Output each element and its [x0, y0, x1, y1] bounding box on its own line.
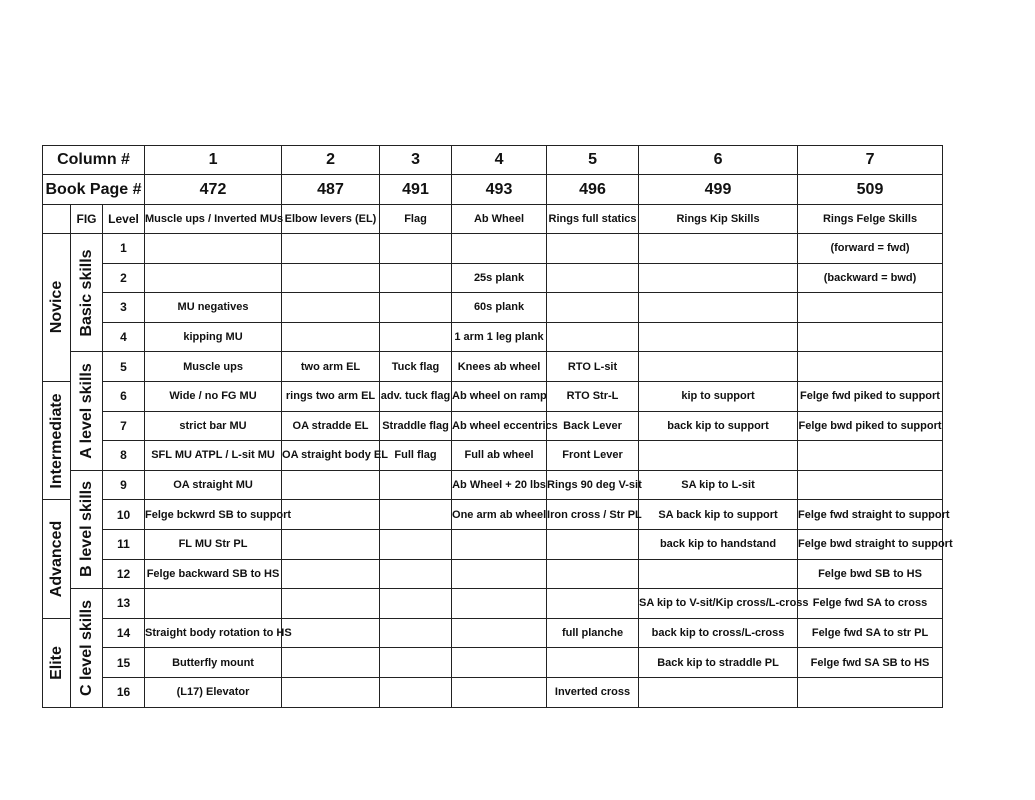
skill-cell — [547, 648, 639, 678]
skill-band-label: B level skills — [77, 481, 95, 578]
skill-cell: Ab wheel on ramp — [452, 381, 547, 411]
skill-band-b_level — [71, 470, 103, 588]
difficulty-band-advanced — [43, 500, 71, 618]
difficulty-band-elite — [43, 618, 71, 707]
skill-cell: Felge bckwrd SB to support — [145, 500, 282, 530]
column-number: 7 — [798, 146, 943, 175]
category-label: Rings Felge Skills — [798, 205, 943, 234]
skill-cell — [452, 234, 547, 264]
skill-cell — [639, 322, 798, 352]
skill-cell: two arm EL — [282, 352, 380, 382]
skill-band-c_level — [71, 589, 103, 707]
skill-cell: Muscle ups — [145, 352, 282, 382]
difficulty-band-novice — [43, 234, 71, 382]
skill-cell — [282, 529, 380, 559]
skill-cell: Full ab wheel — [452, 441, 547, 471]
skill-cell: 25s plank — [452, 263, 547, 293]
skill-cell: Felge bwd straight to support — [798, 529, 943, 559]
skill-cell — [639, 441, 798, 471]
level-number: 8 — [103, 441, 145, 471]
skill-cell — [380, 500, 452, 530]
skill-cell: Tuck flag — [380, 352, 452, 382]
skill-cell: Back Lever — [547, 411, 639, 441]
skill-cell: Inverted cross — [547, 677, 639, 707]
table-row — [43, 322, 943, 352]
column-number: 4 — [452, 146, 547, 175]
skill-cell: Back kip to straddle PL — [639, 648, 798, 678]
skill-cell — [639, 677, 798, 707]
skill-cell: Straight body rotation to HS — [145, 618, 282, 648]
book-page-row — [43, 175, 943, 205]
skill-cell — [639, 234, 798, 264]
skill-cell: Felge fwd piked to support — [798, 381, 943, 411]
skill-cell: full planche — [547, 618, 639, 648]
level-number: 6 — [103, 381, 145, 411]
blank-cell — [43, 205, 71, 234]
skill-cell: Felge fwd SA to str PL — [798, 618, 943, 648]
column-number: 1 — [145, 146, 282, 175]
skill-cell — [380, 529, 452, 559]
level-number: 15 — [103, 648, 145, 678]
table-row — [43, 677, 943, 707]
skill-cell — [380, 470, 452, 500]
level-number: 3 — [103, 293, 145, 323]
skill-cell: kipping MU — [145, 322, 282, 352]
skill-cell — [547, 559, 639, 589]
skill-cell — [547, 529, 639, 559]
skill-cell — [380, 589, 452, 619]
skill-cell: kip to support — [639, 381, 798, 411]
level-number: 5 — [103, 352, 145, 382]
column-number-label: Column # — [43, 146, 145, 175]
skill-cell: OA stradde EL — [282, 411, 380, 441]
table-row — [43, 618, 943, 648]
table-row — [43, 352, 943, 382]
difficulty-band-label: Intermediate — [47, 393, 65, 489]
skill-cell: OA straight body EL — [282, 441, 380, 471]
skill-band-a_level — [71, 352, 103, 470]
skill-cell: Iron cross / Str PL — [547, 500, 639, 530]
level-number: 12 — [103, 559, 145, 589]
skill-cell: back kip to support — [639, 411, 798, 441]
skill-cell — [380, 263, 452, 293]
skill-cell: RTO L-sit — [547, 352, 639, 382]
skill-cell: Front Lever — [547, 441, 639, 471]
table-row — [43, 411, 943, 441]
skill-cell — [547, 234, 639, 264]
skill-cell — [452, 677, 547, 707]
table-row — [43, 470, 943, 500]
category-row — [43, 205, 943, 234]
skill-cell — [282, 500, 380, 530]
skill-cell: (L17) Elevator — [145, 677, 282, 707]
book-page-number: 509 — [798, 175, 943, 205]
skill-cell — [798, 293, 943, 323]
table-row — [43, 529, 943, 559]
level-number: 4 — [103, 322, 145, 352]
skill-cell — [380, 677, 452, 707]
skill-cell — [380, 559, 452, 589]
skill-cell: Felge bwd piked to support — [798, 411, 943, 441]
table-row — [43, 441, 943, 471]
skill-cell — [282, 293, 380, 323]
skill-cell — [547, 322, 639, 352]
skill-cell: 1 arm 1 leg plank — [452, 322, 547, 352]
skill-cell: Felge fwd SA to cross — [798, 589, 943, 619]
level-number: 2 — [103, 263, 145, 293]
skill-cell — [452, 648, 547, 678]
skill-cell — [452, 559, 547, 589]
difficulty-band-label: Elite — [47, 645, 65, 680]
difficulty-band-label: Advanced — [47, 520, 65, 598]
skill-cell — [145, 234, 282, 264]
skill-cell — [380, 648, 452, 678]
skill-cell — [547, 589, 639, 619]
skill-cell: Straddle flag — [380, 411, 452, 441]
table-row — [43, 293, 943, 323]
category-label: Rings full statics — [547, 205, 639, 234]
skill-cell: strict bar MU — [145, 411, 282, 441]
difficulty-band-intermediate — [43, 381, 71, 499]
book-page-number: 499 — [639, 175, 798, 205]
skill-cell — [145, 589, 282, 619]
book-page-label: Book Page # — [43, 175, 145, 205]
skill-cell — [282, 618, 380, 648]
skill-cell — [798, 677, 943, 707]
skill-cell — [798, 441, 943, 471]
skill-cell — [380, 234, 452, 264]
skill-cell: SA back kip to support — [639, 500, 798, 530]
table-row — [43, 648, 943, 678]
level-label: Level — [103, 205, 145, 234]
book-page-number: 496 — [547, 175, 639, 205]
skill-cell — [282, 470, 380, 500]
skill-cell — [452, 529, 547, 559]
skill-cell — [145, 263, 282, 293]
category-label: Muscle ups / Inverted MUs — [145, 205, 282, 234]
skill-cell — [282, 559, 380, 589]
skill-cell: FL MU Str PL — [145, 529, 282, 559]
skill-cell: Wide / no FG MU — [145, 381, 282, 411]
skill-cell — [282, 677, 380, 707]
skill-cell — [282, 648, 380, 678]
skill-cell: Felge fwd straight to support — [798, 500, 943, 530]
skill-cell: Felge fwd SA SB to HS — [798, 648, 943, 678]
category-label: Flag — [380, 205, 452, 234]
fig-label: FIG — [71, 205, 103, 234]
skill-cell: (backward = bwd) — [798, 263, 943, 293]
skill-cell — [380, 293, 452, 323]
book-page-number: 487 — [282, 175, 380, 205]
skill-cell: (forward = fwd) — [798, 234, 943, 264]
skill-cell — [282, 234, 380, 264]
skill-cell — [639, 263, 798, 293]
table-row — [43, 589, 943, 619]
column-number: 5 — [547, 146, 639, 175]
level-number: 13 — [103, 589, 145, 619]
skill-cell: adv. tuck flag — [380, 381, 452, 411]
skill-cell: Felge bwd SB to HS — [798, 559, 943, 589]
column-number: 6 — [639, 146, 798, 175]
book-page-number: 472 — [145, 175, 282, 205]
skill-cell: 60s plank — [452, 293, 547, 323]
skill-cell: SA kip to V-sit/Kip cross/L-cross — [639, 589, 798, 619]
skill-cell — [282, 263, 380, 293]
skill-cell: Knees ab wheel — [452, 352, 547, 382]
difficulty-band-label: Novice — [47, 281, 65, 334]
book-page-number: 491 — [380, 175, 452, 205]
level-number: 10 — [103, 500, 145, 530]
skills-table — [42, 145, 953, 708]
table-row — [43, 263, 943, 293]
skill-cell: Rings 90 deg V-sit — [547, 470, 639, 500]
skill-cell — [547, 293, 639, 323]
skill-cell: SA kip to L-sit — [639, 470, 798, 500]
skill-cell — [380, 618, 452, 648]
level-number: 11 — [103, 529, 145, 559]
column-number-row — [43, 146, 943, 175]
skill-cell: Felge backward SB to HS — [145, 559, 282, 589]
table-row — [43, 500, 943, 530]
skill-cell: Full flag — [380, 441, 452, 471]
skill-band-label: Basic skills — [77, 249, 95, 337]
level-number: 9 — [103, 470, 145, 500]
skill-cell — [639, 293, 798, 323]
skill-cell: Butterfly mount — [145, 648, 282, 678]
skill-cell: Ab Wheel + 20 lbs — [452, 470, 547, 500]
skill-cell: Ab wheel eccentrics — [452, 411, 547, 441]
skill-cell — [452, 618, 547, 648]
column-number: 3 — [380, 146, 452, 175]
skill-band-label: A level skills — [77, 363, 95, 459]
table-row — [43, 381, 943, 411]
skill-cell: SFL MU ATPL / L-sit MU — [145, 441, 282, 471]
skill-cell: OA straight MU — [145, 470, 282, 500]
skill-cell: back kip to cross/L-cross — [639, 618, 798, 648]
skill-cell — [380, 322, 452, 352]
level-number: 14 — [103, 618, 145, 648]
level-number: 7 — [103, 411, 145, 441]
skill-cell — [798, 470, 943, 500]
skill-band-label: C level skills — [77, 599, 95, 696]
skill-cell: MU negatives — [145, 293, 282, 323]
table-row — [43, 559, 943, 589]
skill-cell — [547, 263, 639, 293]
skill-cell — [282, 322, 380, 352]
table-row — [43, 234, 943, 264]
skill-cell — [639, 559, 798, 589]
skill-cell — [798, 352, 943, 382]
level-number: 1 — [103, 234, 145, 264]
skill-cell: One arm ab wheel — [452, 500, 547, 530]
skill-cell: back kip to handstand — [639, 529, 798, 559]
skill-cell — [798, 322, 943, 352]
skill-cell: RTO Str-L — [547, 381, 639, 411]
category-label: Rings Kip Skills — [639, 205, 798, 234]
skill-cell — [282, 589, 380, 619]
skill-cell — [639, 352, 798, 382]
skill-cell — [452, 589, 547, 619]
skill-cell: rings two arm EL — [282, 381, 380, 411]
level-number: 16 — [103, 677, 145, 707]
column-number: 2 — [282, 146, 380, 175]
book-page-number: 493 — [452, 175, 547, 205]
skill-band-basic — [71, 234, 103, 352]
category-label: Elbow levers (EL) — [282, 205, 380, 234]
category-label: Ab Wheel — [452, 205, 547, 234]
